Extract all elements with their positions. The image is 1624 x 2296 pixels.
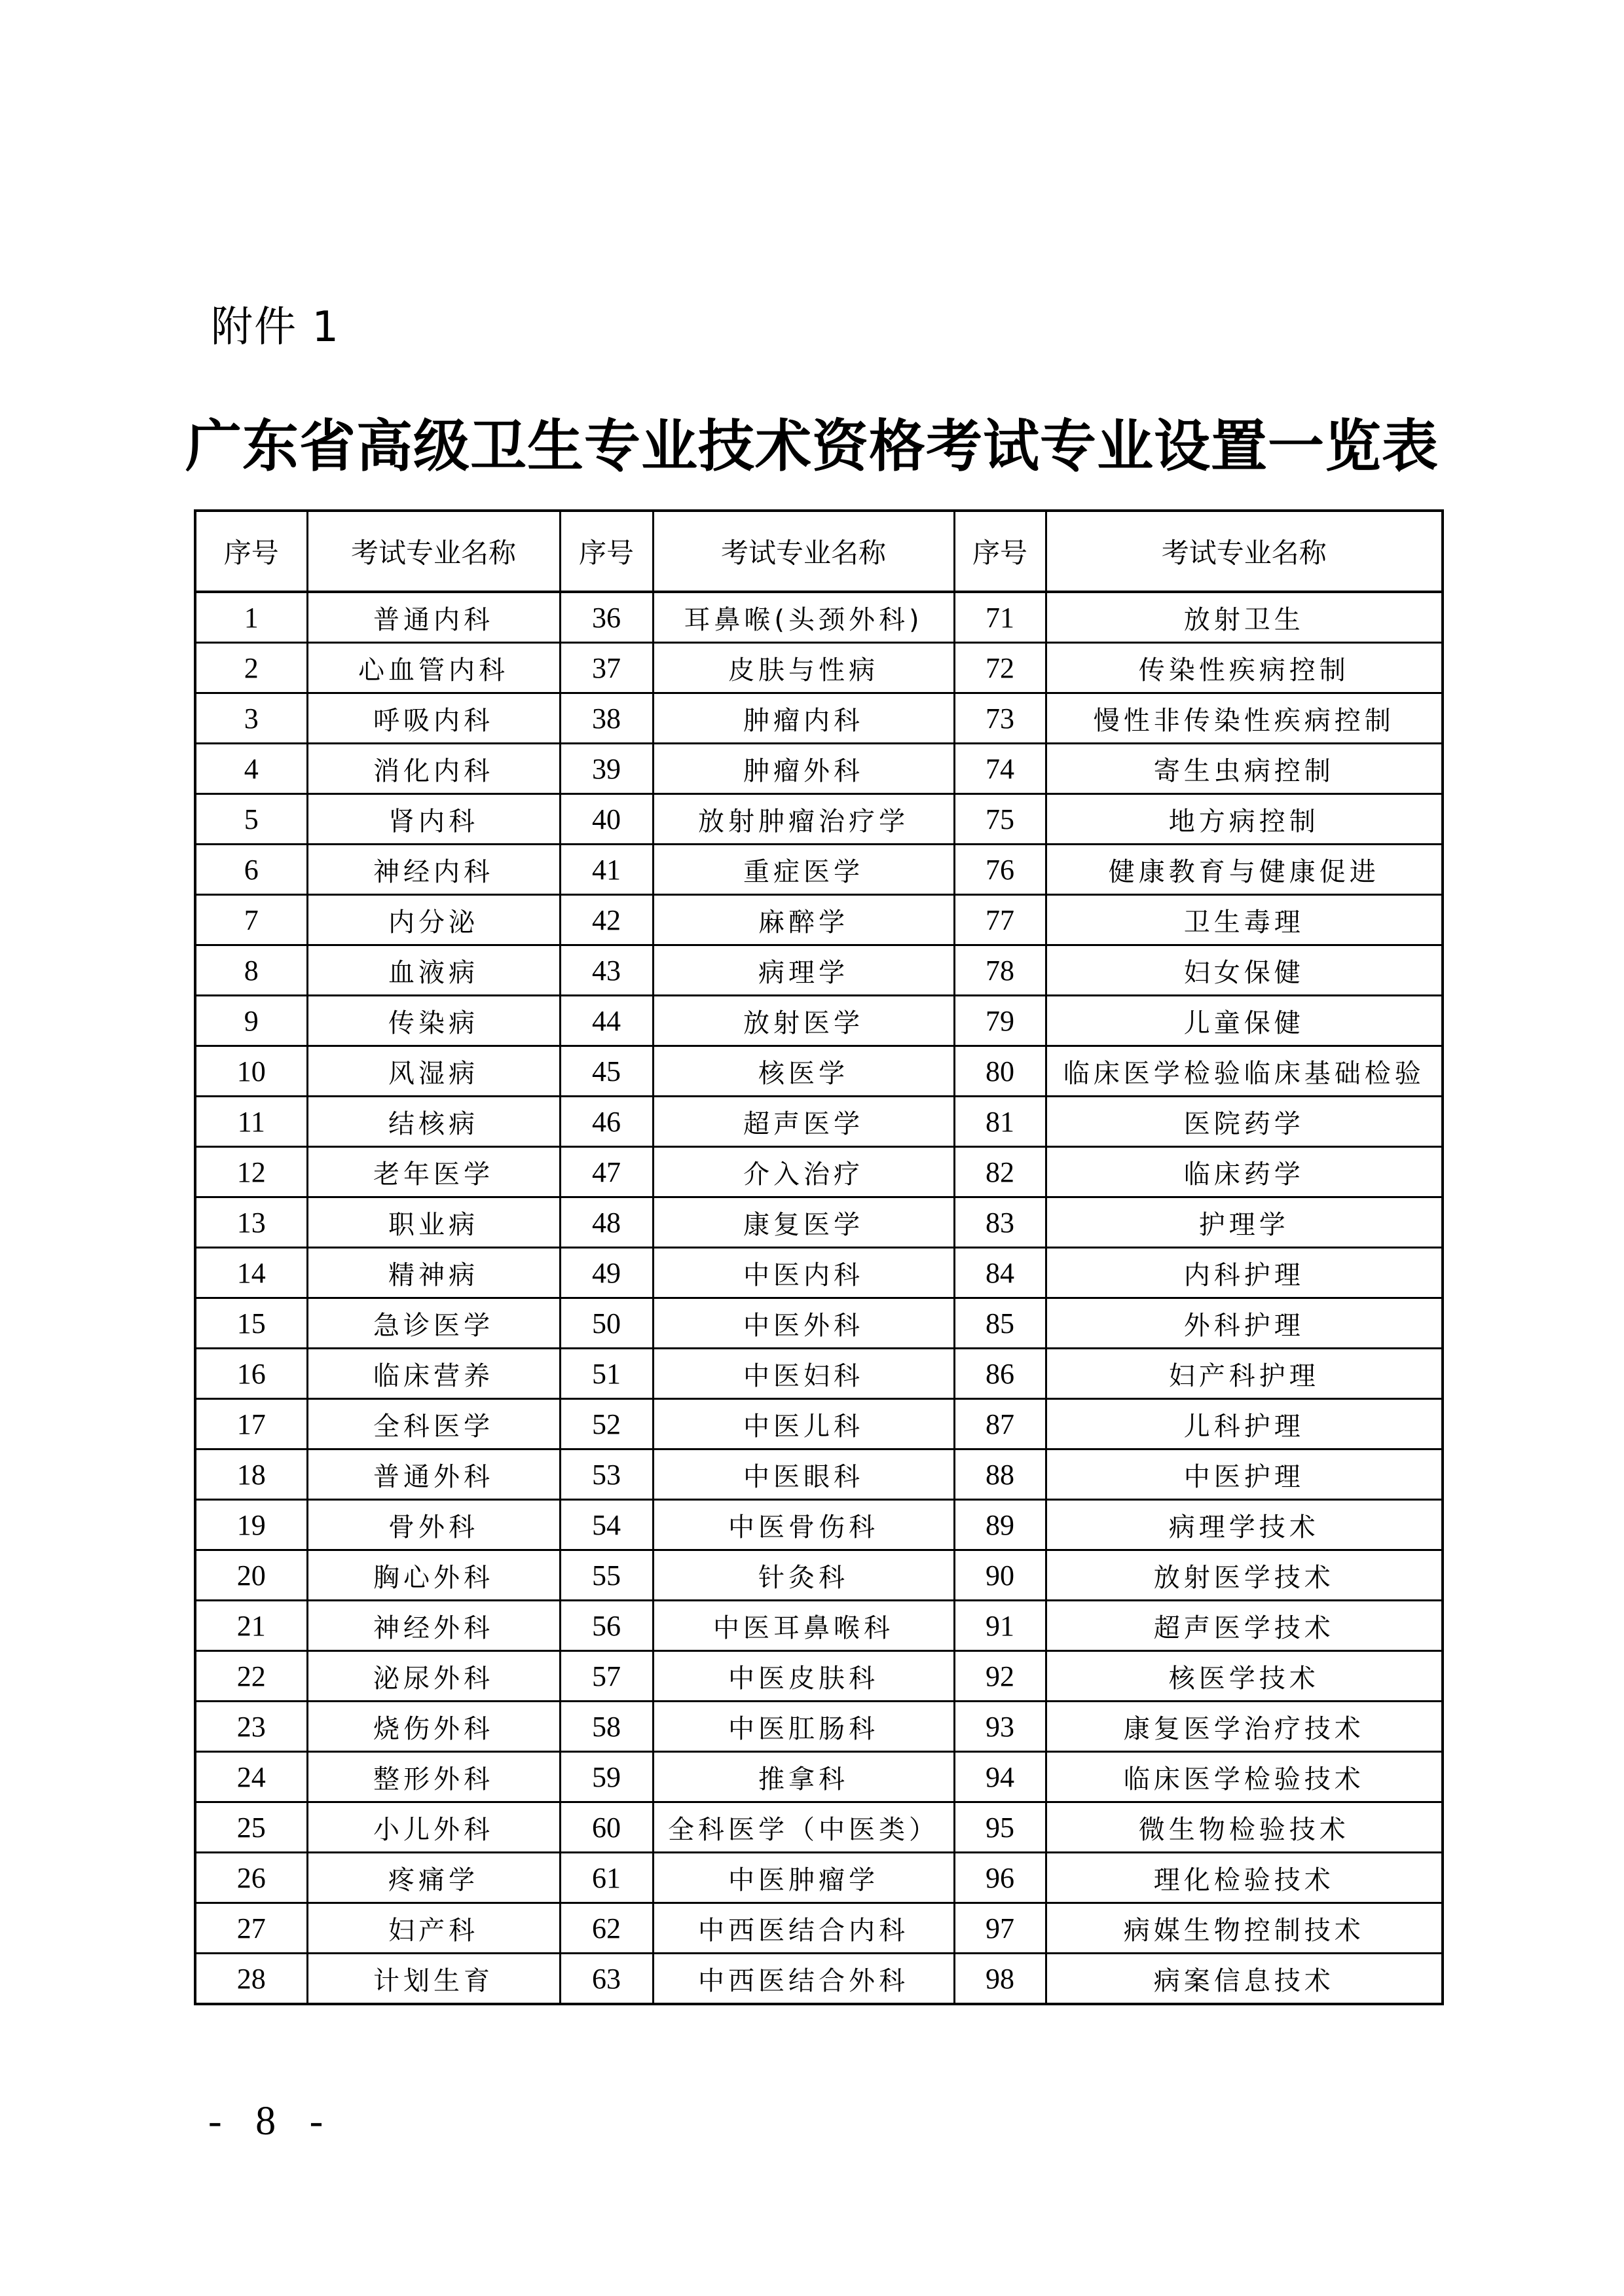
- serial-number-cell: 10: [195, 1046, 307, 1097]
- table-row: [195, 945, 1443, 996]
- specialty-name-cell: 神经外科: [307, 1601, 560, 1651]
- specialty-name-cell: 临床药学: [1046, 1147, 1443, 1197]
- table-row: [195, 1399, 1443, 1449]
- serial-number-cell: 61: [560, 1853, 653, 1903]
- serial-number-cell: 55: [560, 1550, 653, 1601]
- specialty-name-cell: 心血管内科: [307, 643, 560, 693]
- specialty-name-cell: 核医学: [653, 1046, 954, 1097]
- specialty-name-cell: 内科护理: [1046, 1248, 1443, 1298]
- specialty-name-cell: 临床医学检验临床基础检验: [1046, 1046, 1443, 1097]
- specialty-name-cell: 全科医学: [307, 1399, 560, 1449]
- specialty-name-cell: 中医皮肤科: [653, 1651, 954, 1702]
- table-row: [195, 1449, 1443, 1500]
- specialty-name-cell: 肿瘤内科: [653, 693, 954, 744]
- serial-number-cell: 46: [560, 1097, 653, 1147]
- serial-number-cell: 63: [560, 1954, 653, 2005]
- document-title: 广东省高级卫生专业技术资格考试专业设置一览表: [185, 413, 1439, 479]
- specialty-name-cell: 泌尿外科: [307, 1651, 560, 1702]
- column-header-name: 考试专业名称: [1046, 511, 1443, 592]
- table-row: [195, 693, 1443, 744]
- specialty-name-cell: 小儿外科: [307, 1802, 560, 1853]
- specialty-name-cell: 结核病: [307, 1097, 560, 1147]
- table-row: [195, 1046, 1443, 1097]
- specialty-name-cell: 中医肿瘤学: [653, 1853, 954, 1903]
- specialty-name-cell: 康复医学治疗技术: [1046, 1702, 1443, 1752]
- column-header-serial: 序号: [954, 511, 1046, 592]
- serial-number-cell: 87: [954, 1399, 1046, 1449]
- column-header-name: 考试专业名称: [653, 511, 954, 592]
- specialty-name-cell: 烧伤外科: [307, 1702, 560, 1752]
- specialty-name-cell: 临床医学检验技术: [1046, 1752, 1443, 1802]
- specialty-name-cell: 核医学技术: [1046, 1651, 1443, 1702]
- specialty-name-cell: 慢性非传染性疾病控制: [1046, 693, 1443, 744]
- serial-number-cell: 73: [954, 693, 1046, 744]
- serial-number-cell: 44: [560, 996, 653, 1046]
- serial-number-cell: 23: [195, 1702, 307, 1752]
- column-header-name: 考试专业名称: [307, 511, 560, 592]
- serial-number-cell: 90: [954, 1550, 1046, 1601]
- serial-number-cell: 83: [954, 1197, 1046, 1248]
- table-row: [195, 1853, 1443, 1903]
- serial-number-cell: 98: [954, 1954, 1046, 2005]
- table-row: [195, 1500, 1443, 1550]
- serial-number-cell: 93: [954, 1702, 1046, 1752]
- serial-number-cell: 2: [195, 643, 307, 693]
- specialty-name-cell: 病理学: [653, 945, 954, 996]
- specialty-name-cell: 血液病: [307, 945, 560, 996]
- table-row: [195, 1954, 1443, 2005]
- table-row: [195, 1601, 1443, 1651]
- specialty-name-cell: 超声医学技术: [1046, 1601, 1443, 1651]
- serial-number-cell: 13: [195, 1197, 307, 1248]
- serial-number-cell: 60: [560, 1802, 653, 1853]
- specialty-name-cell: 重症医学: [653, 845, 954, 895]
- specialty-name-cell: 内分泌: [307, 895, 560, 945]
- specialty-name-cell: 病理学技术: [1046, 1500, 1443, 1550]
- serial-number-cell: 52: [560, 1399, 653, 1449]
- serial-number-cell: 96: [954, 1853, 1046, 1903]
- serial-number-cell: 53: [560, 1449, 653, 1500]
- serial-number-cell: 54: [560, 1500, 653, 1550]
- serial-number-cell: 97: [954, 1903, 1046, 1954]
- specialty-name-cell: 职业病: [307, 1197, 560, 1248]
- page-number: - 8 -: [208, 2099, 335, 2143]
- specialty-name-cell: 超声医学: [653, 1097, 954, 1147]
- serial-number-cell: 39: [560, 744, 653, 794]
- specialty-name-cell: 病媒生物控制技术: [1046, 1903, 1443, 1954]
- table-row: [195, 895, 1443, 945]
- specialty-name-cell: 全科医学（中医类）: [653, 1802, 954, 1853]
- serial-number-cell: 26: [195, 1853, 307, 1903]
- column-header-serial: 序号: [195, 511, 307, 592]
- serial-number-cell: 89: [954, 1500, 1046, 1550]
- table-row: [195, 1097, 1443, 1147]
- serial-number-cell: 81: [954, 1097, 1046, 1147]
- specialty-name-cell: 精神病: [307, 1248, 560, 1298]
- serial-number-cell: 80: [954, 1046, 1046, 1097]
- serial-number-cell: 36: [560, 592, 653, 643]
- specialty-name-cell: 中医外科: [653, 1298, 954, 1349]
- serial-number-cell: 74: [954, 744, 1046, 794]
- serial-number-cell: 37: [560, 643, 653, 693]
- specialty-name-cell: 病案信息技术: [1046, 1954, 1443, 2005]
- specialty-name-cell: 中医妇科: [653, 1349, 954, 1399]
- serial-number-cell: 38: [560, 693, 653, 744]
- serial-number-cell: 12: [195, 1147, 307, 1197]
- specialty-name-cell: 普通外科: [307, 1449, 560, 1500]
- specialty-name-cell: 儿童保健: [1046, 996, 1443, 1046]
- serial-number-cell: 88: [954, 1449, 1046, 1500]
- table-row: [195, 1702, 1443, 1752]
- serial-number-cell: 25: [195, 1802, 307, 1853]
- table-row: [195, 1197, 1443, 1248]
- specialty-name-cell: 中西医结合外科: [653, 1954, 954, 2005]
- specialty-name-cell: 中医耳鼻喉科: [653, 1601, 954, 1651]
- serial-number-cell: 58: [560, 1702, 653, 1752]
- table-row: [195, 996, 1443, 1046]
- serial-number-cell: 6: [195, 845, 307, 895]
- specialty-name-cell: 中医骨伤科: [653, 1500, 954, 1550]
- serial-number-cell: 48: [560, 1197, 653, 1248]
- specialty-name-cell: 卫生毒理: [1046, 895, 1443, 945]
- table-row: [195, 794, 1443, 845]
- serial-number-cell: 56: [560, 1601, 653, 1651]
- serial-number-cell: 4: [195, 744, 307, 794]
- table-row: [195, 643, 1443, 693]
- serial-number-cell: 16: [195, 1349, 307, 1399]
- serial-number-cell: 27: [195, 1903, 307, 1954]
- specialty-name-cell: 疼痛学: [307, 1853, 560, 1903]
- specialty-name-cell: 耳鼻喉(头颈外科): [653, 592, 954, 643]
- serial-number-cell: 47: [560, 1147, 653, 1197]
- serial-number-cell: 21: [195, 1601, 307, 1651]
- serial-number-cell: 92: [954, 1651, 1046, 1702]
- serial-number-cell: 94: [954, 1752, 1046, 1802]
- serial-number-cell: 85: [954, 1298, 1046, 1349]
- specialty-name-cell: 计划生育: [307, 1954, 560, 2005]
- serial-number-cell: 15: [195, 1298, 307, 1349]
- specialty-name-cell: 医院药学: [1046, 1097, 1443, 1147]
- serial-number-cell: 1: [195, 592, 307, 643]
- serial-number-cell: 59: [560, 1752, 653, 1802]
- serial-number-cell: 42: [560, 895, 653, 945]
- serial-number-cell: 20: [195, 1550, 307, 1601]
- table-row: [195, 1903, 1443, 1954]
- specialty-table: [194, 509, 1444, 2005]
- serial-number-cell: 75: [954, 794, 1046, 845]
- specialty-name-cell: 推拿科: [653, 1752, 954, 1802]
- table-row: [195, 1651, 1443, 1702]
- specialty-name-cell: 介入治疗: [653, 1147, 954, 1197]
- attachment-label: 附件 1: [211, 303, 341, 352]
- specialty-name-cell: 传染病: [307, 996, 560, 1046]
- serial-number-cell: 86: [954, 1349, 1046, 1399]
- serial-number-cell: 5: [195, 794, 307, 845]
- specialty-name-cell: 整形外科: [307, 1752, 560, 1802]
- specialty-name-cell: 寄生虫病控制: [1046, 744, 1443, 794]
- specialty-name-cell: 中医护理: [1046, 1449, 1443, 1500]
- specialty-name-cell: 神经内科: [307, 845, 560, 895]
- serial-number-cell: 19: [195, 1500, 307, 1550]
- specialty-name-cell: 中医眼科: [653, 1449, 954, 1500]
- serial-number-cell: 50: [560, 1298, 653, 1349]
- serial-number-cell: 71: [954, 592, 1046, 643]
- specialty-name-cell: 健康教育与健康促进: [1046, 845, 1443, 895]
- specialty-name-cell: 急诊医学: [307, 1298, 560, 1349]
- specialty-name-cell: 放射医学技术: [1046, 1550, 1443, 1601]
- serial-number-cell: 77: [954, 895, 1046, 945]
- serial-number-cell: 9: [195, 996, 307, 1046]
- serial-number-cell: 28: [195, 1954, 307, 2005]
- serial-number-cell: 72: [954, 643, 1046, 693]
- serial-number-cell: 22: [195, 1651, 307, 1702]
- table-row: [195, 1802, 1443, 1853]
- specialty-name-cell: 普通内科: [307, 592, 560, 643]
- serial-number-cell: 82: [954, 1147, 1046, 1197]
- table-row: [195, 1349, 1443, 1399]
- specialty-name-cell: 妇产科: [307, 1903, 560, 1954]
- serial-number-cell: 57: [560, 1651, 653, 1702]
- serial-number-cell: 76: [954, 845, 1046, 895]
- serial-number-cell: 51: [560, 1349, 653, 1399]
- specialty-name-cell: 中西医结合内科: [653, 1903, 954, 1954]
- specialty-name-cell: 地方病控制: [1046, 794, 1443, 845]
- specialty-name-cell: 中医儿科: [653, 1399, 954, 1449]
- serial-number-cell: 45: [560, 1046, 653, 1097]
- table-row: [195, 1550, 1443, 1601]
- specialty-name-cell: 外科护理: [1046, 1298, 1443, 1349]
- table-row: [195, 592, 1443, 643]
- specialty-name-cell: 麻醉学: [653, 895, 954, 945]
- specialty-name-cell: 风湿病: [307, 1046, 560, 1097]
- specialty-name-cell: 中医内科: [653, 1248, 954, 1298]
- serial-number-cell: 18: [195, 1449, 307, 1500]
- serial-number-cell: 40: [560, 794, 653, 845]
- specialty-name-cell: 消化内科: [307, 744, 560, 794]
- specialty-name-cell: 放射医学: [653, 996, 954, 1046]
- table-row: [195, 744, 1443, 794]
- serial-number-cell: 95: [954, 1802, 1046, 1853]
- table-row: [195, 1147, 1443, 1197]
- column-header-serial: 序号: [560, 511, 653, 592]
- serial-number-cell: 14: [195, 1248, 307, 1298]
- specialty-name-cell: 妇产科护理: [1046, 1349, 1443, 1399]
- specialty-name-cell: 放射肿瘤治疗学: [653, 794, 954, 845]
- serial-number-cell: 8: [195, 945, 307, 996]
- table-header-row: [195, 511, 1443, 592]
- specialty-name-cell: 胸心外科: [307, 1550, 560, 1601]
- serial-number-cell: 79: [954, 996, 1046, 1046]
- specialty-name-cell: 康复医学: [653, 1197, 954, 1248]
- table-row: [195, 1752, 1443, 1802]
- specialty-name-cell: 护理学: [1046, 1197, 1443, 1248]
- serial-number-cell: 41: [560, 845, 653, 895]
- specialty-name-cell: 儿科护理: [1046, 1399, 1443, 1449]
- serial-number-cell: 91: [954, 1601, 1046, 1651]
- specialty-name-cell: 针灸科: [653, 1550, 954, 1601]
- specialty-name-cell: 中医肛肠科: [653, 1702, 954, 1752]
- specialty-name-cell: 临床营养: [307, 1349, 560, 1399]
- specialty-name-cell: 皮肤与性病: [653, 643, 954, 693]
- serial-number-cell: 24: [195, 1752, 307, 1802]
- specialty-name-cell: 放射卫生: [1046, 592, 1443, 643]
- specialty-name-cell: 妇女保健: [1046, 945, 1443, 996]
- specialty-name-cell: 骨外科: [307, 1500, 560, 1550]
- table-row: [195, 1298, 1443, 1349]
- specialty-name-cell: 理化检验技术: [1046, 1853, 1443, 1903]
- serial-number-cell: 3: [195, 693, 307, 744]
- serial-number-cell: 49: [560, 1248, 653, 1298]
- serial-number-cell: 7: [195, 895, 307, 945]
- serial-number-cell: 43: [560, 945, 653, 996]
- specialty-name-cell: 呼吸内科: [307, 693, 560, 744]
- serial-number-cell: 78: [954, 945, 1046, 996]
- table-row: [195, 845, 1443, 895]
- serial-number-cell: 11: [195, 1097, 307, 1147]
- specialty-name-cell: 肿瘤外科: [653, 744, 954, 794]
- specialty-name-cell: 肾内科: [307, 794, 560, 845]
- serial-number-cell: 84: [954, 1248, 1046, 1298]
- specialty-name-cell: 传染性疾病控制: [1046, 643, 1443, 693]
- serial-number-cell: 17: [195, 1399, 307, 1449]
- serial-number-cell: 62: [560, 1903, 653, 1954]
- specialty-name-cell: 老年医学: [307, 1147, 560, 1197]
- table-row: [195, 1248, 1443, 1298]
- specialty-name-cell: 微生物检验技术: [1046, 1802, 1443, 1853]
